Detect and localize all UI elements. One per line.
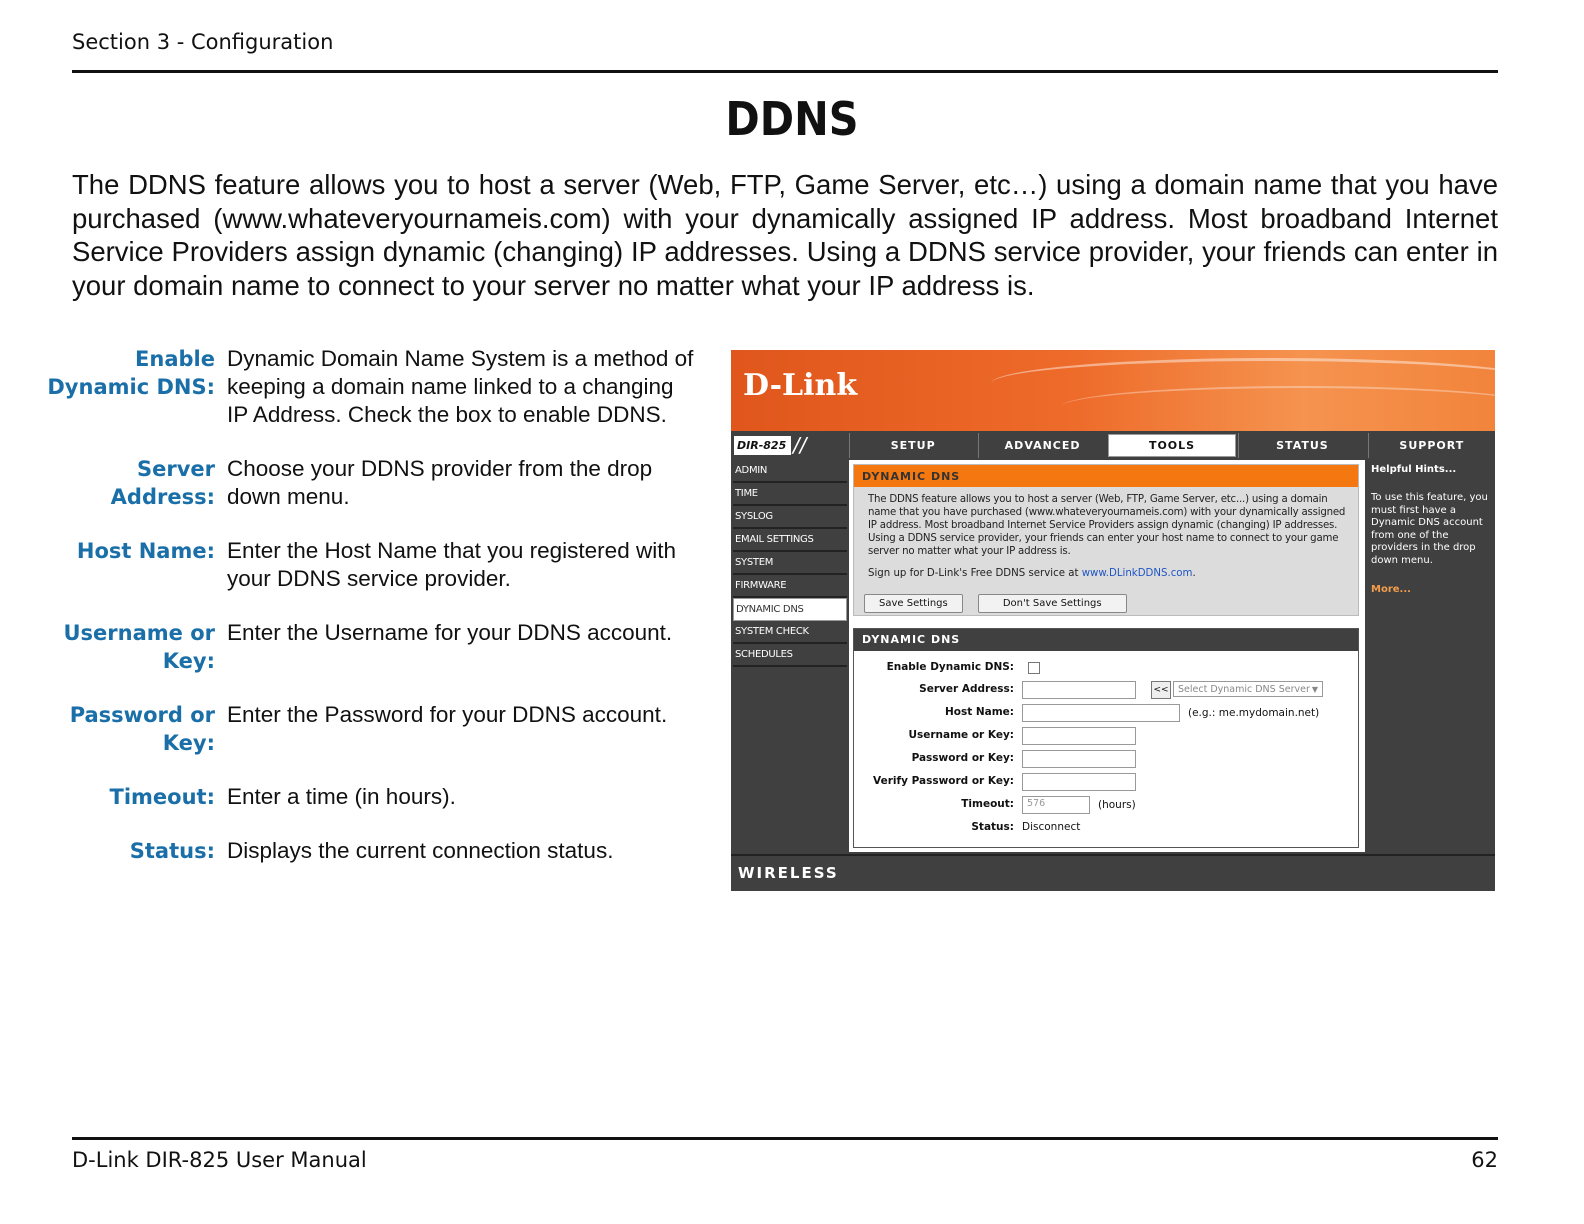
button-row [864, 591, 1137, 613]
manual-title: D-Link DIR-825 User Manual [72, 1148, 367, 1172]
status-value: Disconnect [1022, 821, 1081, 833]
definition-term: Status: [129, 839, 215, 863]
sidebar-item-firmware[interactable]: FIRMWARE [733, 575, 847, 598]
ddns-server-select-value: Select Dynamic DNS Server [1178, 684, 1310, 695]
page-title: DDNS [725, 92, 859, 146]
copy-server-button[interactable]: << [1151, 681, 1171, 699]
status-row [854, 819, 1354, 838]
definition-term: Timeout: [109, 785, 215, 809]
password-label: Password or Key: [911, 752, 1014, 764]
sidebar-item-time[interactable]: TIME [733, 483, 847, 506]
enable-row [854, 659, 1354, 678]
tab-setup[interactable]: SETUP [849, 433, 976, 458]
definition-row [30, 455, 700, 511]
ddns-form-title: DYNAMIC DNS [854, 629, 1358, 651]
signup-line [854, 558, 1358, 579]
page-number: 62 [1471, 1148, 1498, 1172]
status-label: Status: [971, 821, 1014, 833]
chevron-down-icon: ▼ [1311, 685, 1318, 694]
username-row [854, 727, 1354, 746]
definition-desc: Displays the current connection status. [227, 838, 614, 863]
timeout-value: 576 [1027, 798, 1046, 809]
definition-term: Password or Key: [69, 703, 215, 755]
header-rule [72, 70, 1498, 73]
tab-status[interactable]: STATUS [1238, 433, 1365, 458]
host-name-hint: (e.g.: me.mydomain.net) [1188, 707, 1320, 719]
info-panel [853, 464, 1359, 616]
timeout-row [854, 796, 1354, 815]
tab-tools[interactable]: TOOLS [1108, 434, 1236, 457]
sidebar-item-dynamic-dns[interactable]: DYNAMIC DNS [733, 598, 847, 621]
definition-term: Host Name: [76, 539, 215, 563]
wireless-brand: WIRELESS [738, 864, 839, 882]
host-name-input[interactable] [1022, 704, 1180, 722]
top-nav [731, 433, 1495, 458]
enable-ddns-label: Enable Dynamic DNS: [886, 661, 1014, 673]
save-settings-button[interactable]: Save Settings [864, 594, 963, 613]
signup-suffix: . [1192, 568, 1196, 579]
ddns-server-select[interactable] [1173, 681, 1323, 697]
tab-support[interactable]: SUPPORT [1368, 433, 1495, 458]
definition-desc: Choose your DDNS provider from the drop down menu. [227, 456, 653, 509]
verify-password-input[interactable] [1022, 773, 1136, 791]
hints-more-link[interactable]: More... [1371, 584, 1411, 595]
verify-password-label: Verify Password or Key: [873, 775, 1014, 787]
definition-row [30, 345, 700, 429]
signup-prefix: Sign up for D-Link's Free DDNS service at [868, 568, 1082, 579]
sidebar-item-admin[interactable]: ADMIN [733, 460, 847, 483]
server-address-input[interactable] [1022, 681, 1136, 699]
router-screenshot [731, 350, 1495, 889]
intro-paragraph: The DDNS feature allows you to host a server (Web, FTP, Game Server, etc…) using a domain name that you have purchased (www.whateveryournameis.com) with your dynamically assigned IP address. Most broadband Internet Service Providers assign dynamic (changing) IP addresses. Using a DDNS service provider, your friends can enter in your domain name to connect to your server no matter what your IP address is. [72, 169, 1498, 301]
enable-ddns-checkbox[interactable] [1028, 662, 1040, 674]
sidebar-item-syslog[interactable]: SYSLOG [733, 506, 847, 529]
dont-save-settings-button[interactable]: Don't Save Settings [978, 594, 1127, 613]
dlink-banner [731, 350, 1495, 431]
definition-row [30, 537, 700, 593]
password-input[interactable] [1022, 750, 1136, 768]
server-address-label: Server Address: [919, 683, 1014, 695]
section-label: Section 3 - Configuration [72, 30, 334, 54]
model-name: DIR-825 [734, 436, 791, 455]
slash-decoration-icon: // [793, 433, 807, 457]
definition-desc: Enter the Host Name that you registered with your DDNS service provider. [227, 538, 676, 591]
verify-password-row [854, 773, 1354, 792]
timeout-label: Timeout: [961, 798, 1014, 810]
hints-title: Helpful Hints... [1371, 464, 1457, 475]
hints-text: To use this feature, you must first have a Dynamic DNS account from one of the providers in the drop down menu. [1371, 492, 1488, 566]
definition-term: Server Address: [110, 457, 215, 509]
definition-term: Enable Dynamic DNS: [47, 347, 215, 399]
helpful-hints [1367, 460, 1495, 852]
banner-swoosh [1061, 386, 1495, 428]
info-panel-title: DYNAMIC DNS [854, 465, 1358, 487]
username-label: Username or Key: [908, 729, 1014, 741]
definition-list [30, 345, 700, 891]
definition-row [30, 701, 700, 757]
definition-row [30, 783, 700, 811]
definition-desc: Enter a time (in hours). [227, 784, 456, 809]
ddns-signup-link[interactable]: www.DLinkDDNS.com [1081, 568, 1193, 579]
definition-desc: Dynamic Domain Name System is a method of keeping a domain name linked to a changing IP Address. Check the box to enable DDNS. [227, 346, 694, 427]
dlink-logo: D-Link [743, 368, 858, 403]
timeout-input[interactable] [1022, 796, 1090, 814]
tab-advanced[interactable]: ADVANCED [978, 433, 1105, 458]
definition-row [30, 619, 700, 675]
main-content [849, 460, 1365, 852]
sidebar-item-system[interactable]: SYSTEM [733, 552, 847, 575]
info-panel-text: The DDNS feature allows you to host a server (Web, FTP, Game Server, etc...) using a domain name that you have purchased (www.whateveryournameis.com) with your dynamically assigned IP address. Most broadband Internet Service Providers assign dynamic (changing) IP addresses. Using a DDNS service provider, your friends can enter your host name to connect to your game server no matter what your IP address is. [868, 494, 1346, 557]
username-input[interactable] [1022, 727, 1136, 745]
sidebar-item-system-check[interactable]: SYSTEM CHECK [733, 621, 847, 644]
definition-term: Username or Key: [63, 621, 215, 673]
sidebar-item-schedules[interactable]: SCHEDULES [733, 644, 847, 667]
host-row [854, 704, 1354, 723]
sidebar-item-email-settings[interactable]: EMAIL SETTINGS [733, 529, 847, 552]
definition-desc: Enter the Username for your DDNS account. [227, 620, 673, 645]
sidebar [733, 460, 847, 667]
wireless-footer [731, 854, 1495, 891]
ddns-form-panel [853, 628, 1359, 848]
host-name-label: Host Name: [944, 706, 1014, 718]
footer-rule [72, 1137, 1498, 1140]
definition-desc: Enter the Password for your DDNS account. [227, 702, 668, 727]
server-row [854, 681, 1354, 700]
model-label [731, 433, 847, 458]
timeout-unit: (hours) [1098, 799, 1136, 811]
definition-row [30, 837, 700, 865]
password-row [854, 750, 1354, 769]
